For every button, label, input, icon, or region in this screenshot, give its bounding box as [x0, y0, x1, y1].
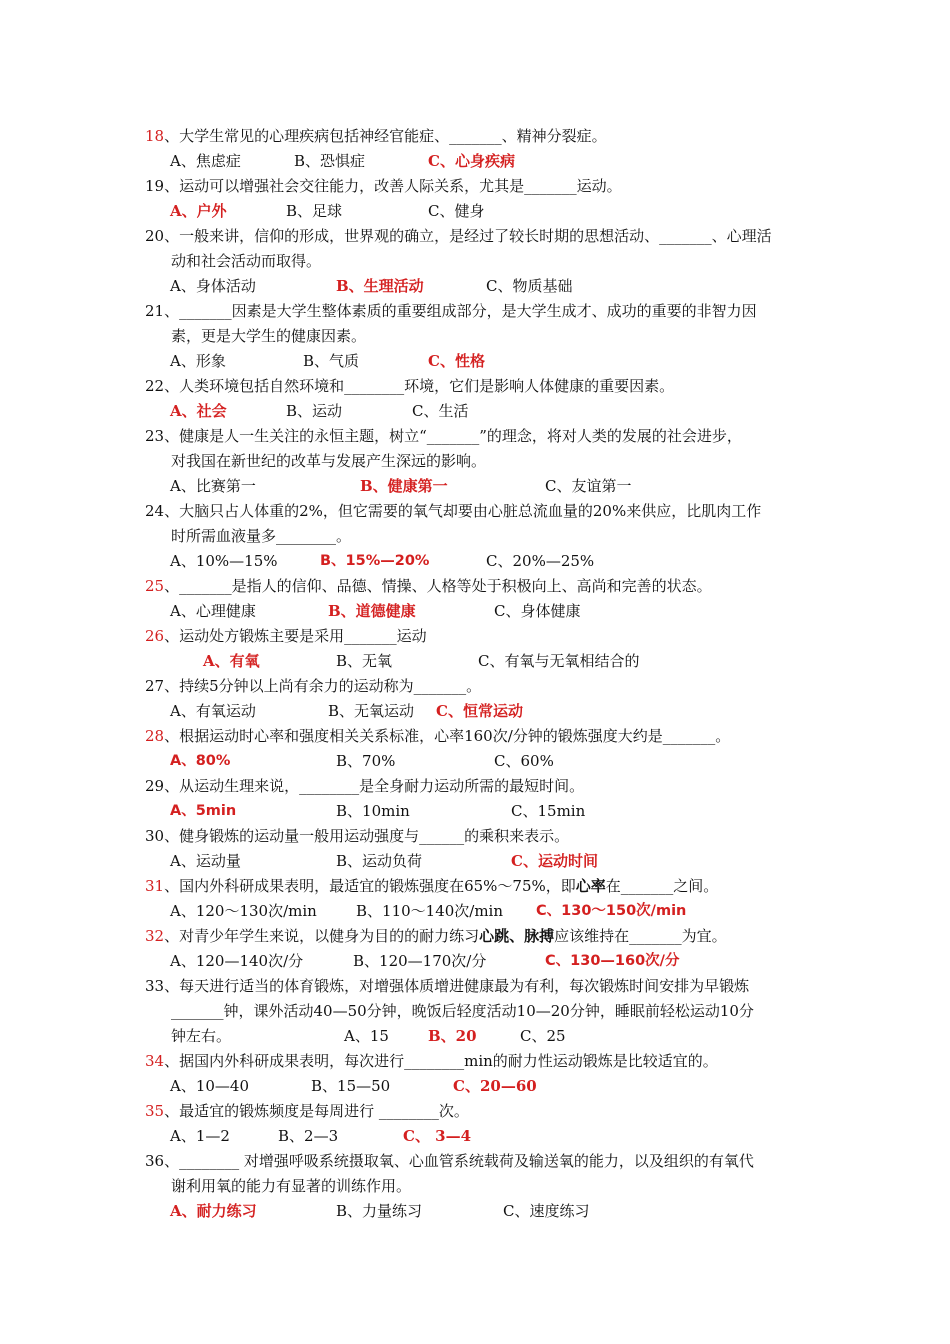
question-27	[145, 674, 815, 699]
answer-option: C、20%—25%	[486, 552, 595, 570]
question-text: 应该维持在_______为宜。	[554, 927, 727, 945]
answer-option-correct: C、恒常运动	[436, 702, 523, 720]
answer-option: B、无氧运动	[328, 702, 415, 720]
answer-option: C、身体健康	[494, 602, 581, 620]
options-row	[0, 1124, 950, 1149]
options-row	[0, 274, 950, 299]
question-number: 33	[145, 977, 165, 995]
answer-option: C、15min	[511, 802, 586, 820]
answer-option: A、120～130次/min	[170, 902, 317, 920]
answer-option-correct: A、户外	[170, 202, 227, 220]
question-text-line	[145, 1099, 815, 1124]
question-number: 36	[145, 1152, 165, 1170]
question-number: 25	[145, 577, 165, 595]
answer-option-correct: C、性格	[428, 352, 485, 370]
question-text-line	[145, 324, 815, 349]
question-number: 32	[145, 927, 165, 945]
options-row	[0, 474, 950, 499]
options-row	[0, 149, 950, 174]
answer-option: A、形象	[170, 352, 226, 370]
question-25	[145, 574, 815, 599]
question-text-line	[145, 124, 815, 149]
question-text-line	[145, 174, 815, 199]
question-text-line	[145, 874, 815, 899]
question-text: 、健身锻炼的运动量一般用运动强度与______的乘积来表示。	[164, 827, 570, 845]
answer-option: B、力量练习	[336, 1202, 423, 1220]
question-number: 21	[145, 302, 165, 320]
question-text: 、最适宜的锻炼频度是每周进行 ________次。	[164, 1102, 469, 1120]
options-row	[0, 1024, 950, 1049]
question-text-line	[145, 974, 815, 999]
question-text-line	[145, 674, 815, 699]
answer-option-correct: C、心身疾病	[428, 152, 515, 170]
answer-option: B、恐惧症	[294, 152, 366, 170]
answer-option: B、足球	[286, 202, 343, 220]
answer-option-correct: C、 3—4	[403, 1127, 472, 1145]
question-text: 、人类环境包括自然环境和________环境，它们是影响人体健康的重要因素。	[164, 377, 675, 395]
question-text: 时所需血液量多________。	[171, 527, 352, 545]
question-text: 对我国在新世纪的改革与发展产生深远的影响。	[171, 452, 487, 470]
question-number: 19	[145, 177, 165, 195]
question-text: 、一般来讲，信仰的形成，世界观的确立，是经过了较长时期的思想活动、_______、心理活	[164, 227, 772, 245]
answer-option: C、60%	[494, 752, 554, 770]
question-number: 22	[145, 377, 165, 395]
answer-option: B、运动负荷	[336, 852, 423, 870]
answer-option: A、焦虑症	[170, 152, 241, 170]
options-row	[0, 349, 950, 374]
answer-option: A、运动量	[170, 852, 241, 870]
answer-option-correct: C、130—160次/分	[545, 953, 680, 969]
question-text-line	[145, 1049, 815, 1074]
answer-option: C、25	[520, 1027, 566, 1045]
options-row	[0, 649, 950, 674]
question-35	[145, 1099, 815, 1124]
question-text-line	[145, 574, 815, 599]
question-number: 20	[145, 227, 165, 245]
question-number: 29	[145, 777, 165, 795]
question-text-line	[145, 374, 815, 399]
question-text: 、对青少年学生来说，以健身为目的的耐力练习	[164, 927, 480, 945]
question-text-line	[145, 424, 815, 449]
question-text-line	[145, 924, 815, 949]
question-text: 、国内外科研成果表明，最适宜的锻炼强度在65%～75%，即	[164, 877, 576, 895]
answer-option: A、15	[344, 1027, 389, 1045]
question-text-line	[145, 224, 815, 249]
question-text: 心率	[575, 877, 606, 895]
answer-option: A、比赛第一	[170, 477, 256, 495]
question-text-line	[145, 824, 815, 849]
question-text-line	[145, 624, 815, 649]
answer-option: B、无氧	[336, 652, 393, 670]
question-text: 、_______是指人的信仰、品德、情操、人格等处于积极向上、高尚和完善的状态。	[164, 577, 712, 595]
answer-option: A、10—40	[170, 1077, 250, 1095]
answer-option: A、10%—15%	[170, 552, 278, 570]
question-text-line	[145, 249, 815, 274]
question-text: 素，更是大学生的健康因素。	[171, 327, 367, 345]
answer-option: A、有氧运动	[170, 702, 256, 720]
question-text: 动和社会活动而取得。	[171, 252, 322, 270]
answer-option: C、速度练习	[503, 1202, 590, 1220]
question-text: 、每天进行适当的体育锻炼，对增强体质增进健康最为有利，每次锻炼时间安排为早锻炼	[164, 977, 750, 995]
question-text-line	[145, 1174, 815, 1199]
question-text-line	[145, 499, 815, 524]
question-text: 、根据运动时心率和强度相关关系标准，心率160次/分钟的锻炼强度大约是_______。	[164, 727, 731, 745]
question-text-line	[145, 524, 815, 549]
question-text: 钟左右。	[171, 1027, 232, 1045]
answer-option-correct: B、20	[428, 1027, 477, 1045]
question-number: 23	[145, 427, 165, 445]
answer-option: A、1—2	[170, 1127, 230, 1145]
question-text: 、持续5分钟以上尚有余力的运动称为_______。	[164, 677, 482, 695]
answer-option-correct: C、运动时间	[511, 852, 598, 870]
question-36	[145, 1149, 815, 1199]
question-text-line	[145, 774, 815, 799]
answer-option: C、健身	[428, 202, 485, 220]
question-number: 26	[145, 627, 165, 645]
answer-option-correct: B、道德健康	[328, 602, 416, 620]
answer-option: B、2—3	[278, 1127, 339, 1145]
answer-option: B、120—170次/分	[353, 952, 487, 970]
answer-option: A、心理健康	[170, 602, 256, 620]
question-text: 心跳、脉搏	[479, 927, 555, 945]
answer-option: B、运动	[286, 402, 343, 420]
question-19	[145, 174, 815, 199]
question-text-line	[145, 724, 815, 749]
question-28	[145, 724, 815, 749]
question-number: 27	[145, 677, 165, 695]
question-text: 在_______之间。	[605, 877, 719, 895]
answer-option: C、有氧与无氧相结合的	[478, 652, 640, 670]
question-20	[145, 224, 815, 274]
answer-option-correct: A、有氧	[203, 652, 260, 670]
question-23	[145, 424, 815, 474]
options-row	[0, 699, 950, 724]
answer-option-correct: B、健康第一	[360, 477, 448, 495]
question-number: 31	[145, 877, 165, 895]
question-number: 34	[145, 1052, 165, 1070]
answer-option-correct: B、15%—20%	[320, 553, 430, 569]
question-text: 、_______因素是大学生整体素质的重要组成部分，是大学生成才、成功的重要的非智力因	[164, 302, 757, 320]
question-text: 、从运动生理来说，________是全身耐力运动所需的最短时间。	[164, 777, 585, 795]
options-row	[0, 399, 950, 424]
question-text-line	[145, 1149, 815, 1174]
question-32	[145, 924, 815, 949]
question-text: 、大学生常见的心理疾病包括神经官能症、_______、精神分裂症。	[164, 127, 607, 145]
question-24	[145, 499, 815, 549]
question-text-line	[145, 999, 815, 1024]
answer-option-correct: A、耐力练习	[170, 1202, 257, 1220]
answer-option-correct: C、130～150次/min	[536, 903, 687, 919]
question-number: 30	[145, 827, 165, 845]
answer-option: A、120—140次/分	[170, 952, 304, 970]
question-number: 18	[145, 127, 165, 145]
question-number: 28	[145, 727, 165, 745]
options-row	[0, 599, 950, 624]
options-row	[0, 949, 950, 974]
question-text: 、运动处方锻炼主要是采用_______运动	[164, 627, 427, 645]
answer-option: B、110～140次/min	[356, 902, 504, 920]
question-text: 、健康是人一生关注的永恒主题，树立“_______”的理念，将对人类的发展的社会进步，	[164, 427, 742, 445]
question-text: 、________ 对增强呼吸系统摄取氧、心血管系统载荷及输送氧的能力，以及组织的有氧代	[164, 1152, 754, 1170]
question-number: 35	[145, 1102, 165, 1120]
answer-option-correct: A、80%	[170, 753, 231, 769]
answer-option: C、友谊第一	[545, 477, 632, 495]
question-30	[145, 824, 815, 849]
answer-option-correct: C、20—60	[453, 1077, 537, 1095]
options-row	[0, 749, 950, 774]
answer-option-correct: B、生理活动	[336, 277, 424, 295]
options-row	[0, 899, 950, 924]
options-row	[0, 849, 950, 874]
question-text-line	[145, 299, 815, 324]
question-text: 、据国内外科研成果表明，每次进行________min的耐力性运动锻炼是比较适宜的。	[164, 1052, 718, 1070]
answer-option: A、身体活动	[170, 277, 256, 295]
answer-option: B、气质	[303, 352, 360, 370]
answer-option: C、物质基础	[486, 277, 573, 295]
options-row	[0, 799, 950, 824]
answer-option: B、15—50	[311, 1077, 391, 1095]
question-text: 谢利用氧的能力有显著的训练作用。	[171, 1177, 412, 1195]
question-31	[145, 874, 815, 899]
question-22	[145, 374, 815, 399]
options-row	[0, 199, 950, 224]
answer-option: C、生活	[412, 402, 469, 420]
question-text-line	[145, 449, 815, 474]
question-34	[145, 1049, 815, 1074]
answer-option-correct: A、社会	[170, 402, 227, 420]
options-row	[0, 1199, 950, 1224]
question-26	[145, 624, 815, 649]
question-29	[145, 774, 815, 799]
question-18	[145, 124, 815, 149]
answer-option-correct: A、5min	[170, 803, 237, 819]
question-text: 、运动可以增强社会交往能力，改善人际关系，尤其是_______运动。	[164, 177, 622, 195]
question-21	[145, 299, 815, 349]
answer-option: B、10min	[336, 802, 410, 820]
question-text: 、大脑只占人体重的2%，但它需要的氧气却要由心脏总流血量的20%来供应，比肌肉工作	[164, 502, 762, 520]
options-row	[0, 1074, 950, 1099]
question-text: _______钟，课外活动40—50分钟，晚饭后轻度活动10—20分钟，睡眠前轻松运动10分	[171, 1002, 754, 1020]
answer-option: B、70%	[336, 752, 396, 770]
question-number: 24	[145, 502, 165, 520]
options-row	[0, 549, 950, 574]
